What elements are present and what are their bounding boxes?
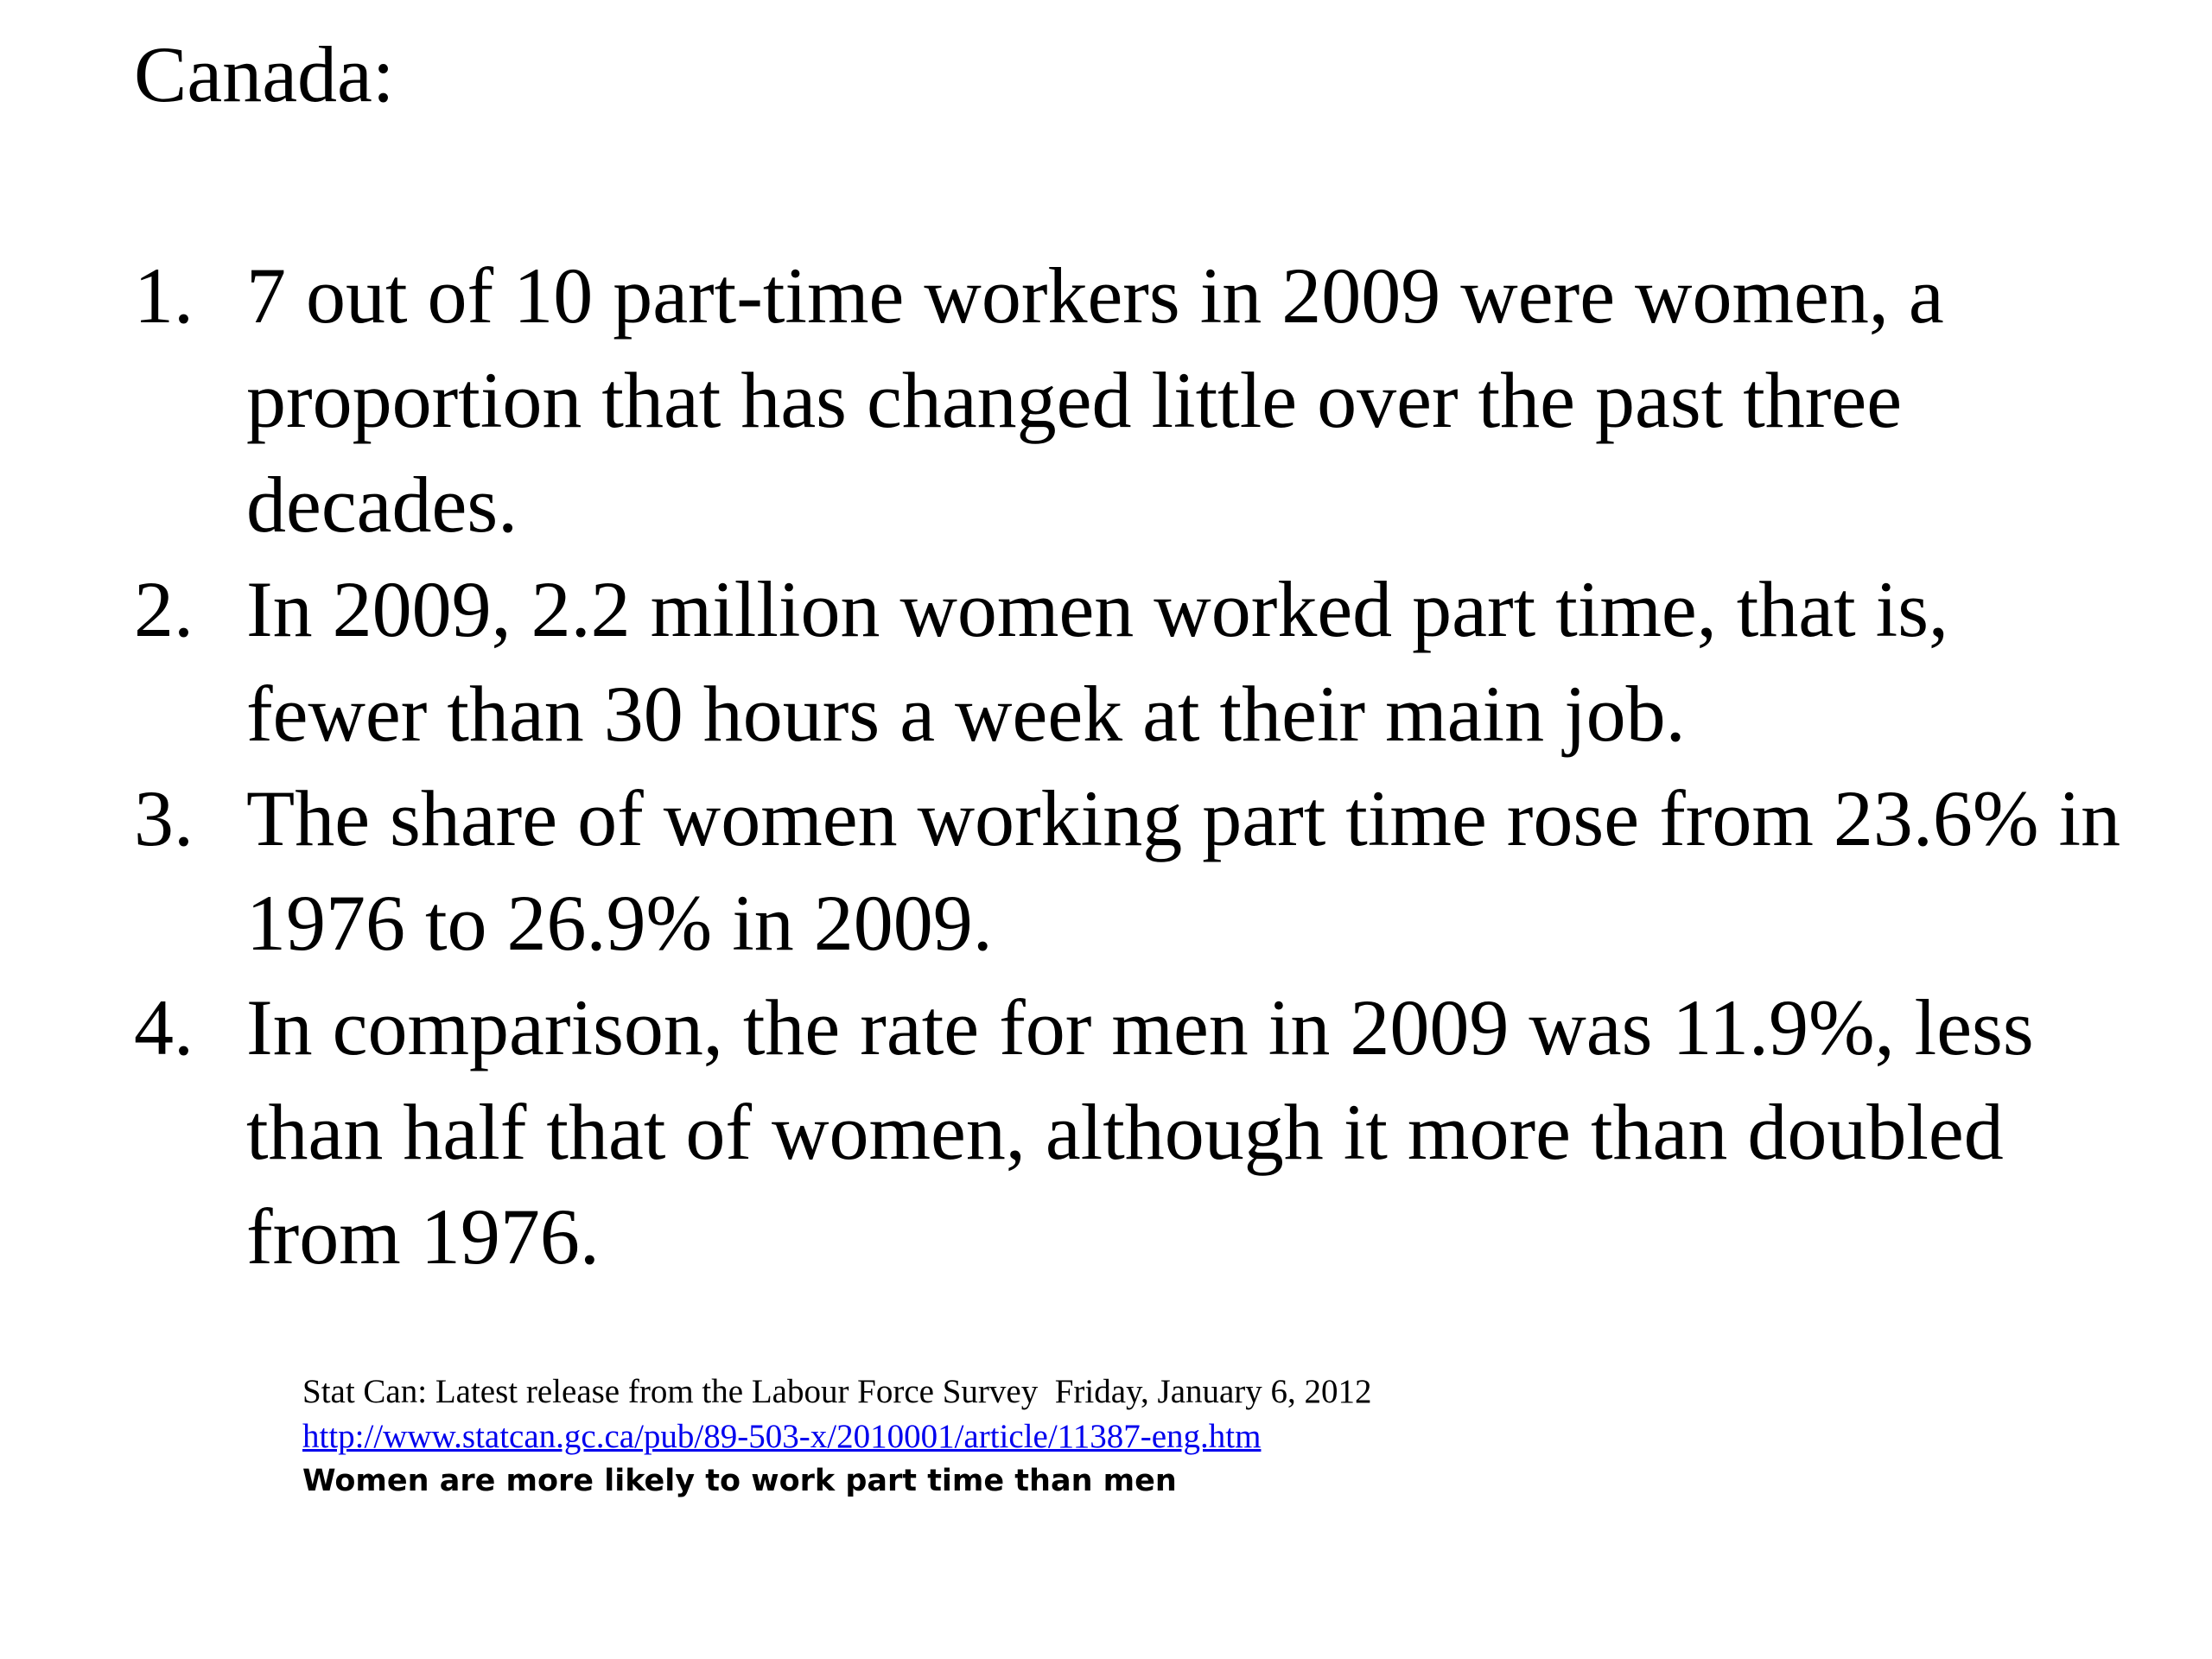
list-item	[134, 244, 2121, 557]
list-item-text: The share of women working part time rose from 23.6% in 1976 to 26.9% in 2009.	[246, 774, 2121, 967]
facts-list	[134, 244, 2121, 1289]
list-item-number: 3.	[134, 774, 194, 862]
list-item-number: 2.	[134, 565, 194, 653]
source-citation: Stat Can: Latest release from the Labour Force Survey Friday, January 6, 2012	[302, 1373, 1372, 1410]
list-item	[134, 766, 2121, 976]
list-item-number: 4.	[134, 983, 194, 1071]
list-item	[134, 976, 2121, 1289]
source-footer	[302, 1370, 1372, 1503]
list-item-text: In 2009, 2.2 million women worked part time, that is, fewer than 30 hours a week at their main job.	[246, 565, 1949, 758]
list-item-number: 1.	[134, 251, 194, 340]
list-item-text: In comparison, the rate for men in 2009 was 11.9%, less than half that of women, although it more than doubled from 1976.	[246, 983, 2034, 1281]
slide-title: Canada:	[134, 30, 395, 118]
list-item-text: 7 out of 10 part-time workers in 2009 were women, a proportion that has changed little over the past three decades.	[246, 251, 1944, 549]
list-item	[134, 557, 2121, 766]
article-title: Women are more likely to work part time than men	[302, 1464, 1177, 1498]
source-link[interactable]: http://www.statcan.gc.ca/pub/89-503-x/2010001/article/11387-eng.htm	[302, 1418, 1262, 1455]
